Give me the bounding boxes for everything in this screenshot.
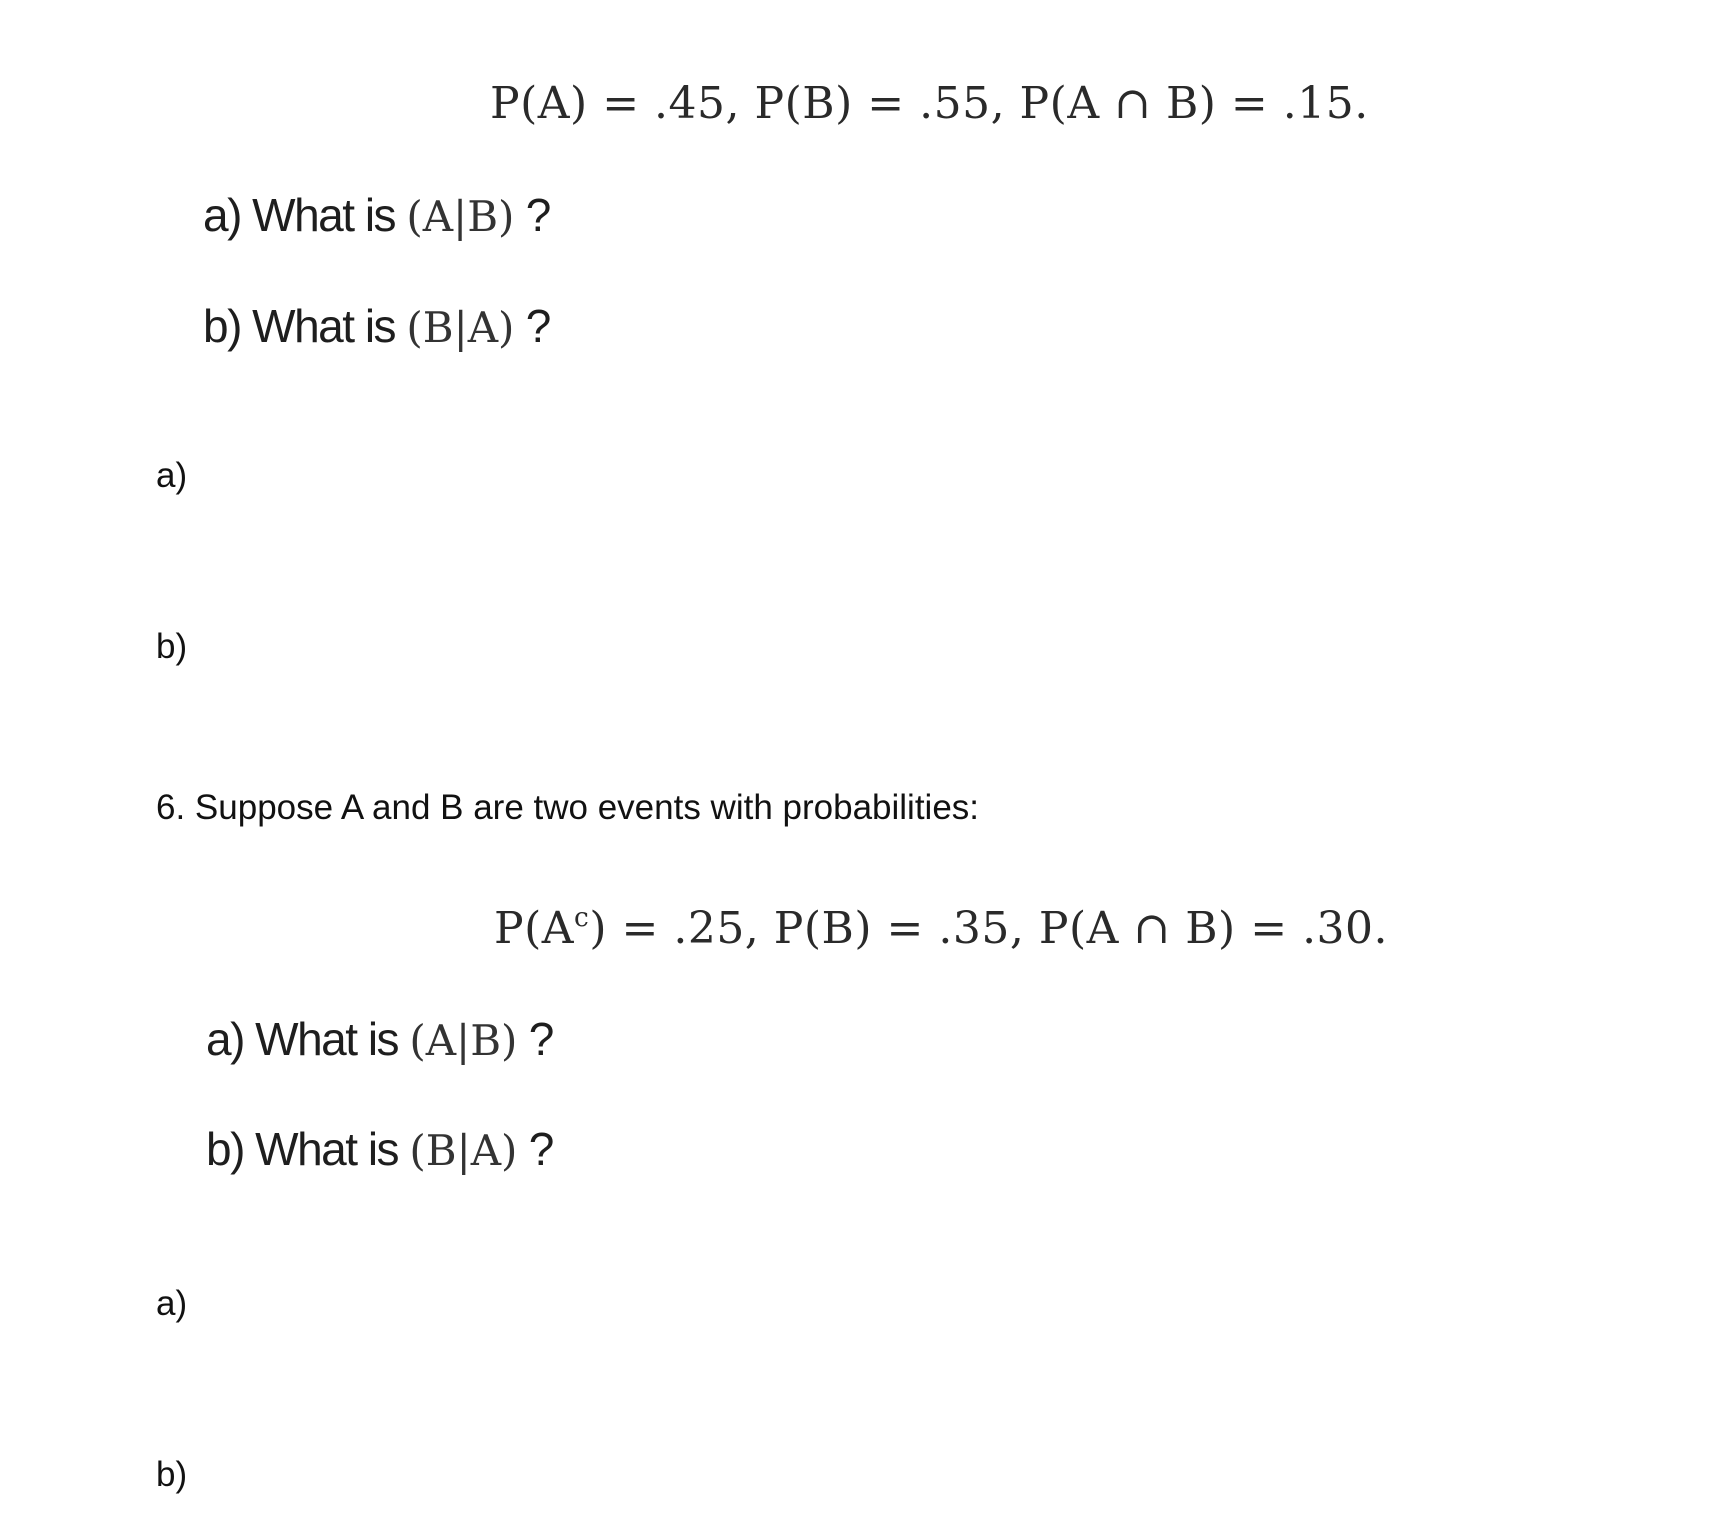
problem5-question-a-expression: (A|B) [406, 192, 515, 241]
problem5-question-b-expression: (B|A) [406, 303, 515, 352]
problem5-given-probabilities: P(A) = .45, P(B) = .55, P(A ∩ B) = .15. [490, 78, 1369, 129]
problem6-question-b-prefix: b) What is [206, 1123, 410, 1175]
problem5-question-b [203, 299, 550, 353]
problem6-question-a-prefix: a) What is [206, 1013, 410, 1065]
problem5-question-a-suffix: ? [514, 189, 550, 241]
problem6-question-a-expression: (A|B) [409, 1016, 518, 1065]
problem5-question-a-prefix: a) What is [203, 189, 407, 241]
problem5-answer-a-label: a) [156, 456, 188, 495]
problem6-question-b [206, 1122, 553, 1176]
problem6-question-b-suffix: ? [517, 1123, 553, 1175]
problem5-question-b-prefix: b) What is [203, 300, 407, 352]
problem5-question-a [203, 188, 550, 242]
problem6-question-a-suffix: ? [517, 1013, 553, 1065]
problem6-statement: 6. Suppose A and B are two events with probabilities: [156, 788, 980, 827]
problem6-given-probabilities [494, 902, 1388, 954]
problem6-given-complement-superscript: c [574, 902, 590, 933]
problem6-answer-b-label: b) [156, 1455, 188, 1494]
problem5-question-b-suffix: ? [514, 300, 550, 352]
problem6-question-b-expression: (B|A) [409, 1126, 518, 1175]
problem6-given-pre: P(A [494, 903, 575, 955]
problem6-answer-a-label: a) [156, 1284, 188, 1323]
problem5-answer-b-label: b) [156, 627, 188, 666]
problem6-question-a [206, 1012, 553, 1066]
problem6-given-post: ) = .25, P(B) = .35, P(A ∩ B) = .30. [589, 903, 1389, 955]
